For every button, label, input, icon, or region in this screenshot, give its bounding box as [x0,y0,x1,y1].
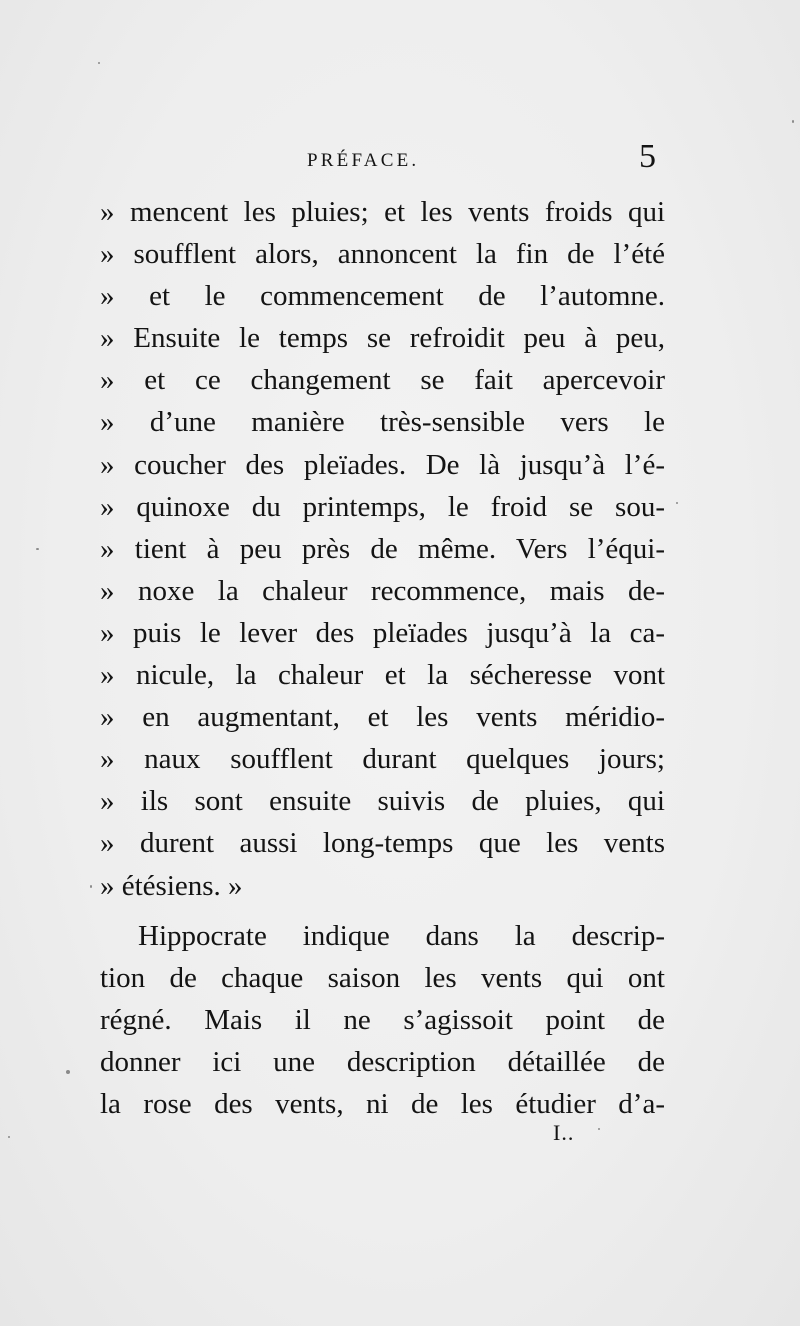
text-line: » et ce changement se fait apercevoir [100,364,665,397]
text-line: » et le commencement de l’automne. [100,280,665,313]
text-line: » noxe la chaleur recommence, mais de- [100,574,665,607]
paper-speck [90,885,92,888]
text-line: » naux soufflent durant quelques jours; [100,743,665,776]
paper-speck [98,62,100,64]
paper-speck [66,1070,70,1074]
text-line: » quinoxe du printemps, le froid se sou- [100,490,665,523]
text-line: » étésiens. » [100,869,243,902]
text-line: » Ensuite le temps se refroidit peu à peu, [100,322,665,355]
body-text [100,191,665,1125]
text-line: » coucher des pleïades. De là jusqu’à l’é- [100,448,665,481]
text-line: » en augmentant, et les vents méridio- [100,701,665,734]
text-line: » durent aussi long-temps que les vents [100,827,665,860]
paragraph-hippocrate [100,915,665,1125]
running-head: PRÉFACE. [307,150,420,171]
page-number: 5 [639,138,656,175]
text-line: » mencent les pluies; et les vents froids qui [100,196,665,228]
paper-speck [8,1136,10,1138]
text-line: » tient à peu près de même. Vers l’équi- [100,532,665,565]
text-line: » nicule, la chaleur et la sécheresse vont [100,659,665,692]
text-line: » puis le lever des pleïades jusqu’à la ca- [100,616,665,649]
text-line: » soufflent alors, annoncent la fin de l’été [100,238,665,271]
paper-speck [36,548,39,550]
text-line: donner ici une description détaillée de [100,1045,665,1078]
text-line: tion de chaque saison les vents qui ont [100,961,665,994]
text-line: la rose des vents, ni de les étudier d’a- [100,1087,665,1120]
page-header [102,138,662,182]
paper-speck [792,120,794,123]
text-line: Hippocrate indique dans la descrip- [138,919,665,952]
paper-speck [598,1128,600,1130]
paper-speck [676,502,678,504]
text-line: » d’une manière très-sensible vers le [100,406,665,439]
text-line: régné. Mais il ne s’agissoit point de [100,1003,665,1036]
paragraph-quotation [100,191,665,907]
signature-mark: I.. [553,1120,575,1145]
text-line: » ils sont ensuite suivis de pluies, qui [100,785,665,818]
